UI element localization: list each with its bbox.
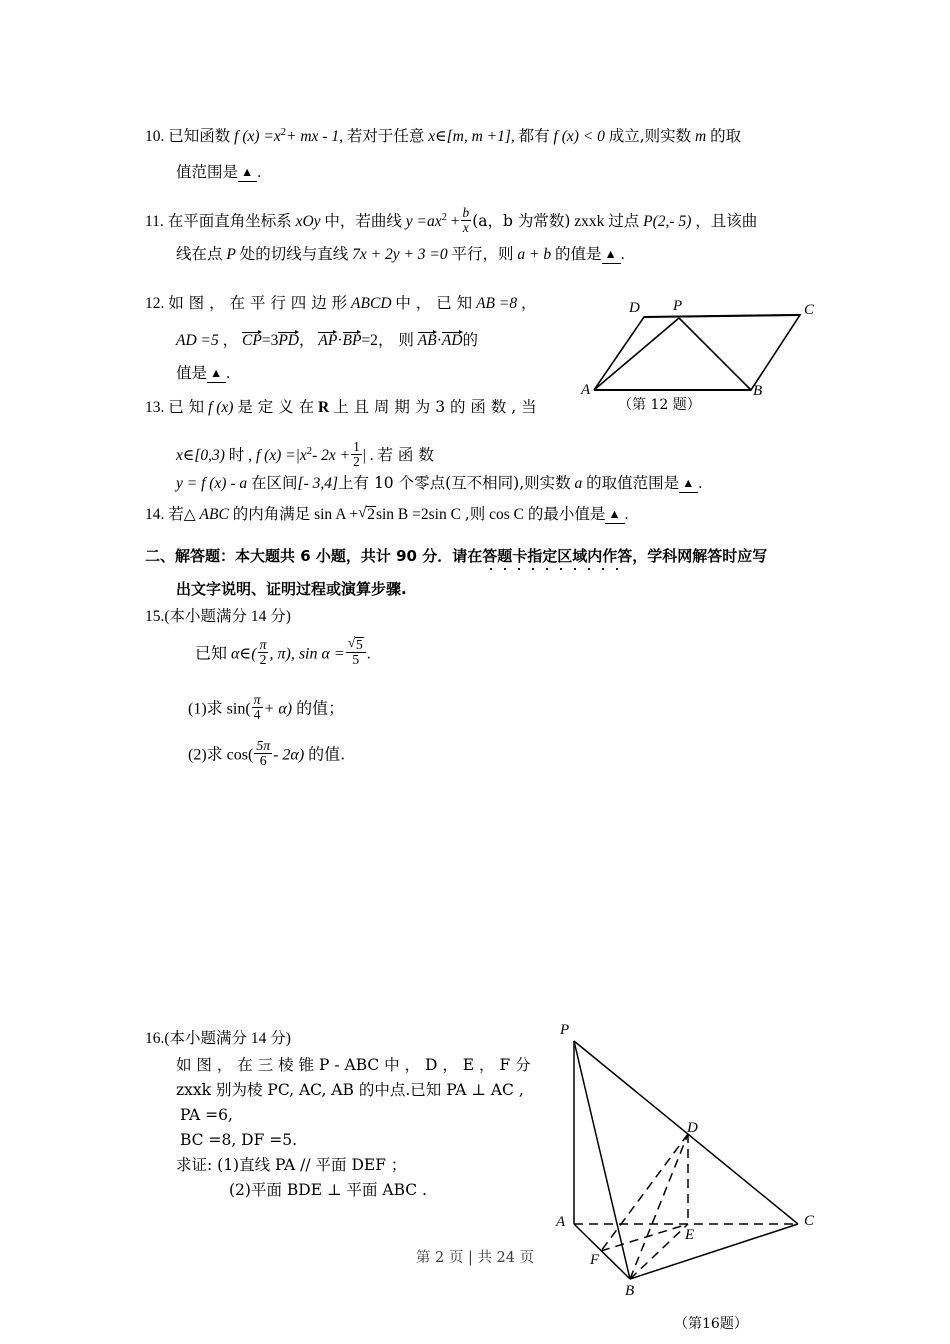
question-13-line-3: y = f (x) - a 在区间[- 3,4]上有 10 个零点(互不相同),则实数 a 的取值范围是 ▲ . [176,474,703,492]
vector-pd: PD [278,332,299,349]
question-15-part-2: (2)求 cos( $\frac{5\pi}{6}$ - 2α) 的值. [188,738,346,769]
question-13-number: 13. [145,399,165,416]
question-12-line-3: 值是 ▲ . [176,364,231,382]
figure-12-label-D: D [629,300,640,316]
question-10-number: 10. [145,128,165,145]
figure-16-label-D: D [687,1120,698,1136]
question-16-line-4: BC =8, DF =5. [180,1131,298,1149]
question-15-header: 15.(本小题满分 14 分) [145,608,291,625]
question-16-line-3: PA =6, [180,1106,233,1124]
fraction-sqrt5-over-5: √ $\frac{5}{5}$ [346,637,366,668]
question-16-header: 16.(本小题满分 14 分) [145,1030,291,1047]
fraction-pi-over-2: $\frac{\pi}{2}$ [259,637,267,668]
question-15-given: 已知 α∈( $\frac{\pi}{2}$ , π), sin α = √ $\frac{5}{5}$ . [195,637,371,668]
figure-12-label-P: P [673,298,683,314]
question-14-line-1: 14. 若△ ABC 的内角满足 sin A + √ 2sin B =2sin C ,则 cos C 的最小值是 ▲ . [145,506,629,524]
sqrt-5: √ 5 [348,637,364,652]
figure-12-label-B: B [753,383,763,399]
figure-16-label-F: F [590,1252,600,1268]
fraction-5pi-over-6: $\frac{5\pi}{6}$ [256,738,271,769]
figure-16-label-E: E [685,1227,695,1243]
section-2-heading-line-2: 出文字说明、证明过程或演算步骤. [176,580,407,598]
question-16-line-6: (2)平面 BDE ⊥ 平面 ABC . [229,1181,427,1199]
question-16-line-5: 求证: (1)直线 PA // 平面 DEF ； [176,1156,407,1174]
question-12-line-2: AD =5 ， CP=3PD， AP·BP=2， 则 AB·AD的 [176,331,479,349]
answer-blank-14[interactable]: ▲ [605,507,624,524]
question-13-line-2: x∈[0,3) 时 , f $(x) =|x^2-$ 2x + $\frac{1}{2}$ | . 若 函 数 [176,439,434,469]
figure-16-label-C: C [804,1213,815,1229]
vector-ad: AD [441,332,463,349]
figure-16-label-P: P [560,1022,570,1038]
question-12-number: 12. [145,295,165,312]
answer-blank-13[interactable]: ▲ [679,476,698,493]
answer-blank-11[interactable]: ▲ [602,247,621,264]
question-11-number: 11. [145,213,164,230]
figure-16-label-A: A [556,1214,566,1230]
figure-16-label-B: B [625,1283,635,1299]
page-footer: 第 2 页 | 共 24 页 [415,1250,535,1266]
figure-12-parallelogram [560,295,830,405]
section-2-emphasis: 答题卡指定区域内作答 [482,547,633,565]
question-15-part-1: (1)求 sin( $\frac{\pi}{4}$ + α) 的值； [188,692,345,723]
question-16-line-1: 如 图 ， 在 三 棱 锥 P - ABC 中 ， D ， E ， F 分 [176,1056,531,1074]
question-10-line-2: 值范围是 ▲ . [176,163,262,181]
question-10-line-1: 10. 已知函数 f $(x) =x^2+$ mx - 1, 若对于任意 x∈[m, m +1], 都有 f (x) < 0 成立,则实数 m 的取 [145,126,742,145]
vector-cp: CP [242,332,262,349]
vector-ab: AB [417,332,437,349]
figure-12-label-A: A [581,382,591,398]
figure-16-caption: （第16题） [674,1316,748,1332]
fraction-b-over-x: $\frac{b}{x}$ [462,205,470,235]
question-11-line-1: 11. 在平面直角坐标系 xOy 中，若曲线 $y =ax^2$ + $\frac{b}{x}$ (a，b 为常数) zxxk 过点 P(2,- 5) ，且该曲 [145,205,758,235]
vector-bp: BP [342,332,362,349]
question-16-line-2: zxxk 别为棱 PC, AC, AB 的中点.已知 PA ⊥ AC , [176,1081,524,1099]
fraction-one-half: $\frac{1}{2}$ [353,439,360,469]
answer-blank-10[interactable]: ▲ [238,165,257,182]
figure-12-label-C: C [804,302,815,318]
figure-12-caption: （第 12 题） [618,397,701,413]
question-13-line-1: 13. 已 知 f (x) 是 定 义 在 R 上 且 周 期 为 3 的 函 数 , 当 [145,398,537,416]
sqrt-2: √ 2 [358,506,376,523]
question-12-line-1: 12. 如 图 ， 在 平 行 四 边 形 ABCD 中 ， 已 知 AB =8 ， [145,294,537,312]
question-11-line-2: 线在点 P 处的切线与直线 7x + 2y + 3 =0 平行，则 a + b 的值是 ▲ . [176,245,625,263]
answer-blank-12[interactable]: ▲ [207,366,226,383]
fraction-pi-over-4: $\frac{\pi}{4}$ [253,692,261,723]
vector-ap: AP [318,332,338,349]
question-14-number: 14. [145,506,165,523]
section-2-heading-line-1: 二、解答题：本大题共 6 小题，共计 90 分．请在答题卡指定区域内作答，学科网解答时应写 [145,547,768,565]
